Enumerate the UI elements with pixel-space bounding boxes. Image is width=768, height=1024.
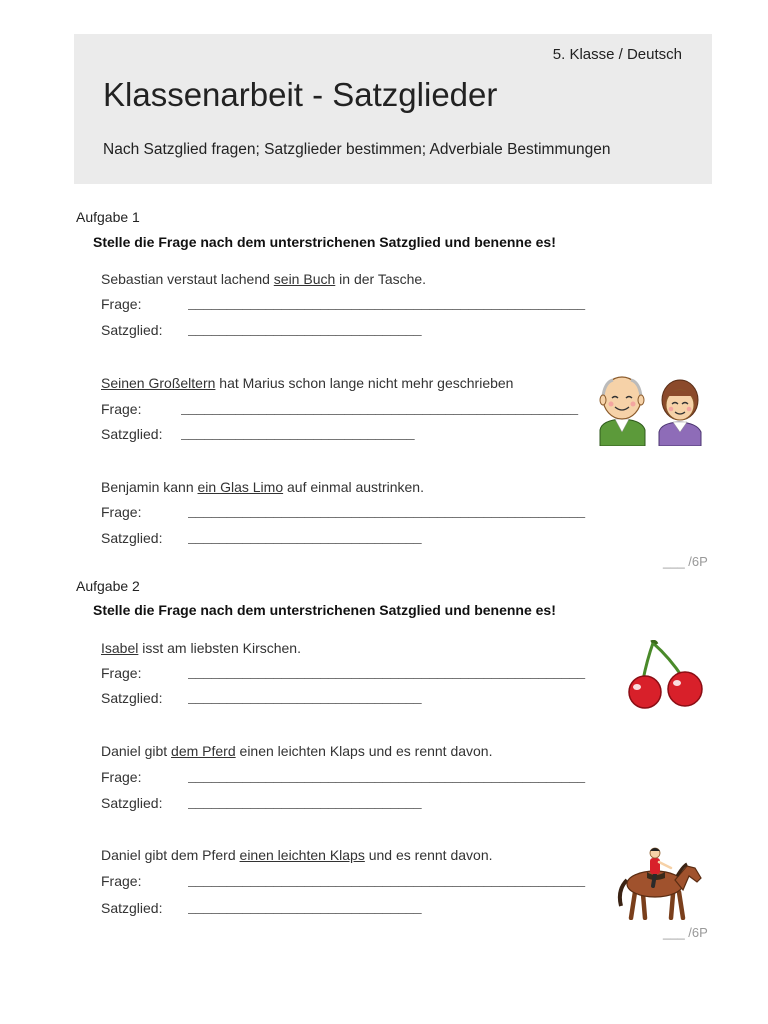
task-1-score: ___ /6P	[663, 554, 708, 569]
task-1-item-2-sentence: Seinen Großeltern hat Marius schon lange nicht mehr geschrieben	[101, 375, 514, 391]
frage-answer-line[interactable]: ___________________________________________________	[188, 871, 586, 887]
frage-label: Frage:	[101, 769, 142, 785]
frage-label: Frage:	[101, 401, 142, 417]
page-title: Klassenarbeit - Satzglieder	[103, 76, 498, 113]
frage-label: Frage:	[101, 873, 142, 889]
task-2-item-1-sentence: Isabel isst am liebsten Kirschen.	[101, 640, 301, 656]
frage-answer-line[interactable]: ___________________________________________________	[188, 767, 586, 783]
satzglied-answer-line[interactable]: ______________________________	[188, 688, 422, 704]
satzglied-label: Satzglied:	[101, 322, 163, 338]
underlined-phrase: sein Buch	[273, 271, 336, 287]
frage-label: Frage:	[101, 665, 142, 681]
task-2-item-3-sentence: Daniel gibt dem Pferd einen leichten Klaps und es rennt davon.	[101, 847, 493, 863]
cherries-illustration	[625, 640, 707, 710]
satzglied-label: Satzglied:	[101, 795, 163, 811]
grade-label: 5. Klasse / Deutsch	[552, 46, 682, 63]
horse-rider-illustration	[615, 846, 705, 920]
satzglied-answer-line[interactable]: ______________________________	[188, 898, 422, 914]
task-1-instruction: Stelle die Frage nach dem unterstrichenen Satzglied und benenne es!	[93, 234, 556, 250]
task-1-heading: Aufgabe 1	[76, 209, 140, 225]
task-2-item-2-sentence: Daniel gibt dem Pferd einen leichten Klaps und es rennt davon.	[101, 743, 493, 759]
task-2-heading: Aufgabe 2	[76, 578, 140, 594]
frage-label: Frage:	[101, 504, 142, 520]
satzglied-answer-line[interactable]: ______________________________	[188, 320, 422, 336]
frage-answer-line[interactable]: ___________________________________________________	[181, 399, 579, 415]
satzglied-answer-line[interactable]: ______________________________	[188, 793, 422, 809]
satzglied-answer-line[interactable]: ______________________________	[181, 424, 415, 440]
task-2-instruction: Stelle die Frage nach dem unterstrichenen Satzglied und benenne es!	[93, 602, 556, 618]
frage-answer-line[interactable]: ___________________________________________________	[188, 502, 586, 518]
grandparents-illustration	[597, 374, 707, 446]
frage-answer-line[interactable]: ___________________________________________________	[188, 294, 586, 310]
underlined-phrase: Isabel	[101, 640, 139, 656]
task-2-score: ___ /6P	[663, 925, 708, 940]
frage-label: Frage:	[101, 296, 142, 312]
task-1-item-3-sentence: Benjamin kann ein Glas Limo auf einmal austrinken.	[101, 479, 424, 495]
page-subtitle: Nach Satzglied fragen; Satzglieder bestimmen; Adverbiale Bestimmungen	[103, 141, 611, 158]
header-box	[74, 34, 712, 184]
satzglied-label: Satzglied:	[101, 900, 163, 916]
task-1-item-1-sentence: Sebastian verstaut lachend sein Buch in der Tasche.	[101, 271, 427, 287]
underlined-phrase: dem Pferd	[171, 743, 236, 759]
underlined-phrase: einen leichten Klaps	[239, 847, 365, 863]
satzglied-label: Satzglied:	[101, 426, 163, 442]
satzglied-label: Satzglied:	[101, 690, 163, 706]
satzglied-answer-line[interactable]: ______________________________	[188, 528, 422, 544]
underlined-phrase: Seinen Großeltern	[101, 375, 216, 391]
underlined-phrase: ein Glas Limo	[197, 479, 284, 495]
satzglied-label: Satzglied:	[101, 530, 163, 546]
frage-answer-line[interactable]: ___________________________________________________	[188, 663, 586, 679]
